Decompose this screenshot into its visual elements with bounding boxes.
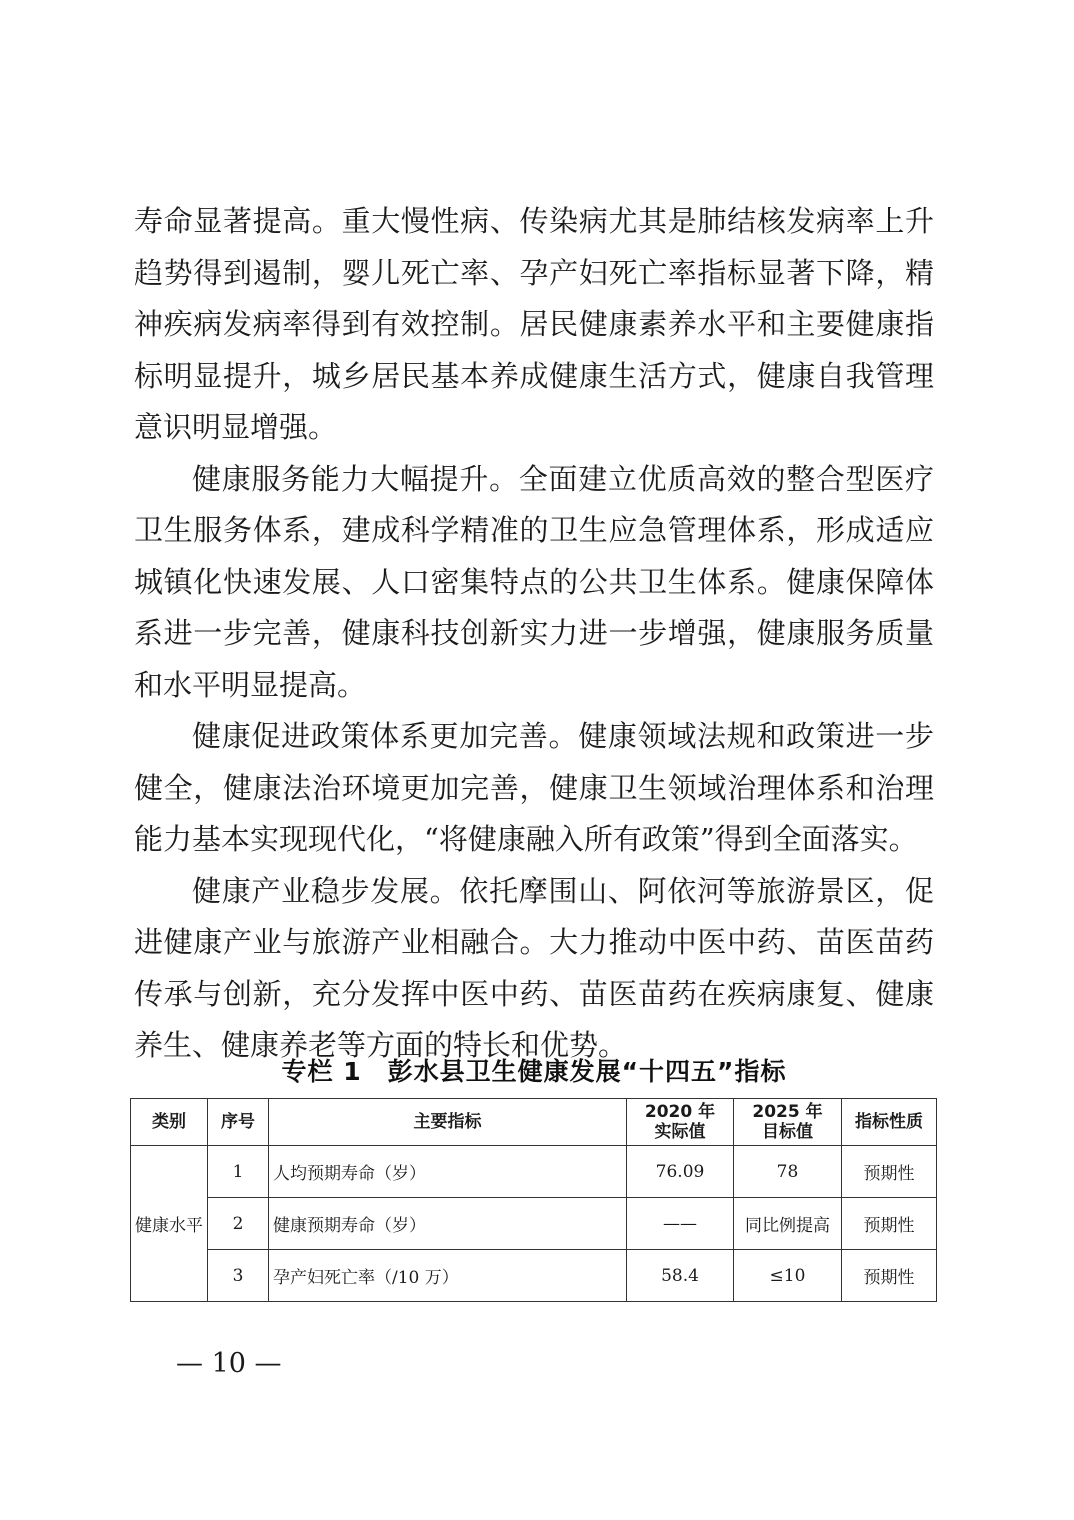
- header-value-2020-year: 2020 年: [644, 1102, 716, 1122]
- nature-cell: 预期性: [842, 1250, 937, 1302]
- seq-cell: 3: [208, 1250, 269, 1302]
- nature-cell: 预期性: [842, 1198, 937, 1250]
- table-row: [131, 1146, 937, 1198]
- page-number: — 10 —: [176, 1348, 282, 1379]
- paragraph-service-capacity: 健康服务能力大幅提升。全面建立优质高效的整合型医疗卫生服务体系，建成科学精准的卫生应急管理体系，形成适应城镇化快速发展、人口密集特点的公共卫生体系。健康保障体系进一步完善，健康科技创新实力进一步增强，健康服务质量和水平明显提高。: [134, 461, 934, 702]
- value-2025-cell: ≤10: [734, 1250, 842, 1302]
- category-cell: 健康水平: [131, 1146, 208, 1302]
- paragraph-health-industry: 健康产业稳步发展。依托摩围山、阿依河等旅游景区，促进健康产业与旅游产业相融合。大力推动中医中药、苗医苗药传承与创新，充分发挥中医中药、苗医苗药在疾病康复、健康养生、健康养老等方面的特长和优势。: [134, 873, 934, 1062]
- seq-cell: 2: [208, 1198, 269, 1250]
- header-nature: 指标性质: [842, 1099, 937, 1146]
- header-value-2025: [734, 1099, 842, 1146]
- value-2020-cell: 58.4: [627, 1250, 734, 1302]
- indicator-cell: 人均预期寿命（岁）: [269, 1146, 627, 1198]
- indicator-table: [130, 1098, 937, 1302]
- table-row: [131, 1250, 937, 1302]
- paragraph-policy-system: 健康促进政策体系更加完善。健康领域法规和政策进一步健全，健康法治环境更加完善，健康卫生领域治理体系和治理能力基本实现现代化，“将健康融入所有政策”得到全面落实。: [134, 719, 934, 856]
- table-header-row: [131, 1099, 937, 1146]
- body-text: [134, 196, 934, 1072]
- nature-cell: 预期性: [842, 1146, 937, 1198]
- value-2025-cell: 78: [734, 1146, 842, 1198]
- value-2025-cell: 同比例提高: [734, 1198, 842, 1250]
- header-indicator: 主要指标: [269, 1099, 627, 1146]
- header-value-2020: [627, 1099, 734, 1146]
- indicator-cell: 健康预期寿命（岁）: [269, 1198, 627, 1250]
- paragraph-health-level: 寿命显著提高。重大慢性病、传染病尤其是肺结核发病率上升趋势得到遏制，婴儿死亡率、孕产妇死亡率指标显著下降，精神疾病发病率得到有效控制。居民健康素养水平和主要健康指标明显提升，城乡居民基本养成健康生活方式，健康自我管理意识明显增强。: [134, 204, 934, 444]
- table-row: [131, 1198, 937, 1250]
- header-value-2025-label: 目标值: [762, 1122, 813, 1142]
- indicator-cell: 孕产妇死亡率（/10 万）: [269, 1250, 627, 1302]
- header-category: 类别: [131, 1099, 208, 1146]
- table-title: 专栏 1 彭水县卫生健康发展“十四五”指标: [281, 1057, 787, 1086]
- value-2020-cell: ——: [627, 1198, 734, 1250]
- header-value-2025-year: 2025 年: [752, 1102, 823, 1122]
- header-seq: 序号: [208, 1099, 269, 1146]
- value-2020-cell: 76.09: [627, 1146, 734, 1198]
- header-value-2020-label: 实际值: [654, 1122, 706, 1142]
- seq-cell: 1: [208, 1146, 269, 1198]
